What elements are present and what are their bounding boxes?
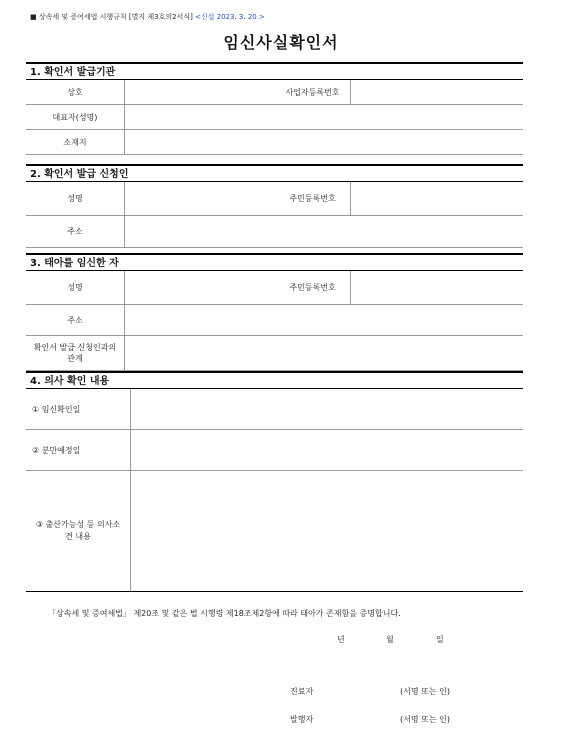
field-label: 확인서 발급 신청인과의 관계 — [26, 336, 125, 371]
signature-row-issuer[interactable] — [290, 714, 450, 725]
certification-statement: 「상속세 및 증여세법」 제20조 및 같은 법 시행령 제18조제2항에 따라 태아가 존재함을 증명합니다. — [48, 609, 401, 618]
regulation-text: ■ 상속세 및 증여세법 시행규칙 [별지 제3호의2서식] — [30, 13, 193, 21]
field-label: 주민등록번호 — [275, 271, 351, 305]
pregnant-address-field[interactable] — [125, 305, 524, 336]
section-heading: 4. 의사 확인 내용 — [26, 371, 523, 389]
section-heading: 2. 확인서 발급 신청인 — [26, 164, 523, 182]
field-label: 사업자등록번호 — [275, 80, 351, 105]
field-label: 소재지 — [26, 130, 125, 155]
date-month-label: 월 — [386, 635, 394, 644]
date-year-label: 년 — [337, 635, 345, 644]
pregnant-name-field[interactable] — [125, 271, 276, 305]
applicant-address-field[interactable] — [125, 216, 524, 248]
document-title: 임신사실확인서 — [223, 33, 339, 52]
due-date-field[interactable] — [131, 430, 524, 471]
company-name-field[interactable] — [125, 80, 276, 105]
field-label: 주민등록번호 — [275, 182, 351, 216]
section-doctor-confirmation — [26, 371, 523, 592]
field-label: 주소 — [26, 216, 125, 248]
field-label: 성명 — [26, 182, 125, 216]
field-label: 주소 — [26, 305, 125, 336]
field-label: 상호 — [26, 80, 125, 105]
section-heading: 1. 확인서 발급기관 — [26, 62, 523, 80]
section-issuer — [26, 62, 523, 155]
signature-note: (서명 또는 인) — [400, 687, 450, 696]
signature-note: (서명 또는 인) — [400, 715, 450, 724]
applicant-name-field[interactable] — [125, 182, 276, 216]
location-field[interactable] — [125, 130, 524, 155]
applicant-id-field[interactable] — [351, 182, 524, 216]
doctor-opinion-field[interactable] — [131, 471, 524, 592]
section-heading: 3. 태아를 임신한 자 — [26, 253, 523, 271]
relationship-field[interactable] — [125, 336, 524, 371]
field-label: ① 임신확인일 — [26, 389, 131, 430]
date-day-label: 일 — [436, 635, 444, 644]
business-number-field[interactable] — [351, 80, 524, 105]
form-header — [30, 12, 265, 22]
signature-role: 발행자 — [290, 715, 314, 724]
field-label: ③ 출산가능성 등 의사소견 내용 — [26, 471, 131, 592]
pregnancy-confirmation-date-field[interactable] — [131, 389, 524, 430]
signature-role: 진료자 — [290, 687, 314, 696]
section-pregnant-person — [26, 253, 523, 371]
section-applicant — [26, 164, 523, 248]
field-label: ② 분만예정일 — [26, 430, 131, 471]
field-label: 성명 — [26, 271, 125, 305]
pregnant-id-field[interactable] — [351, 271, 524, 305]
signature-row-physician[interactable] — [290, 686, 450, 697]
representative-field[interactable] — [125, 105, 524, 130]
revision-text: <신설 2023. 3. 20.> — [195, 13, 265, 21]
field-label: 대표자(성명) — [26, 105, 125, 130]
